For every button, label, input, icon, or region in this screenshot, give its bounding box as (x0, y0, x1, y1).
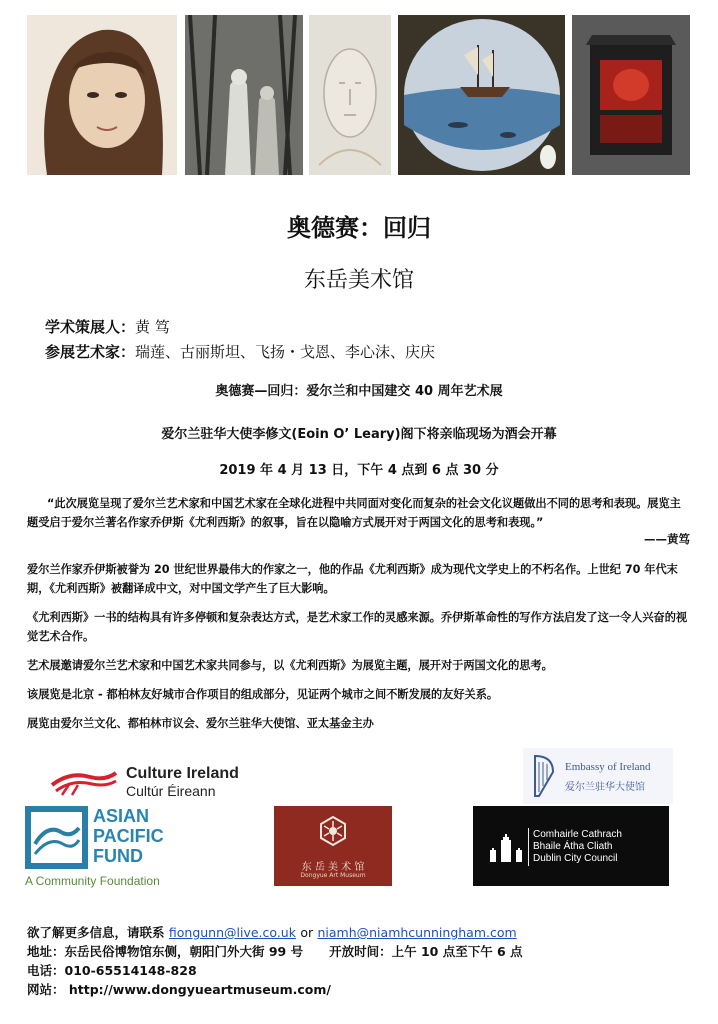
dublin-city-council-logo (473, 806, 669, 886)
paragraph-invitation: 艺术展邀请爱尔兰艺术家和中国艺术家共同参与，以《尤利西斯》为展览主题，展开对于两国文化的思考。 (27, 659, 553, 672)
contact-line (27, 923, 517, 941)
red-shrine-cabinet-image (572, 15, 690, 175)
ship-scene-porthole-image (398, 15, 565, 175)
culture-ireland-name: Culture Ireland (126, 765, 239, 782)
email-link-niamh[interactable]: niamh@niamhcunningham.com (317, 925, 517, 940)
divider (528, 828, 529, 866)
three-castles-icon (488, 834, 524, 862)
opening-hours: 开放时间：上午 10 点至下午 6 点 (329, 944, 523, 959)
apf-word-pacific: PACIFIC (93, 826, 164, 846)
council-irish-line-2: Bhaile Átha Cliath (533, 841, 613, 852)
figures-in-forest-image (185, 15, 303, 175)
venue-title: 东岳美术馆 (303, 268, 414, 293)
portrait-drawing-image (27, 15, 177, 175)
culture-ireland-logo (50, 763, 270, 801)
curator-name: 黄 笃 (135, 318, 170, 336)
paragraph-joyce: 爱尔兰作家乔伊斯被誉为 20 世纪世界最伟大的作家之一，他的作品《尤利西斯》成为现代文学史上的不朽名作。上世纪 70 年代末期，《尤利西斯》被翻译成中文，对中国文学产生了巨大影响。 (27, 563, 678, 595)
dongyue-art-museum-logo (274, 806, 392, 886)
museum-english-name: Dongyue Art Museum (300, 872, 366, 879)
paragraph-sister-city: 该展览是北京 - 都柏林友好城市合作项目的组成部分，见证两个城市之间不断发展的友好关系。 (27, 688, 499, 701)
culture-ireland-irish-name: Cultúr Éireann (126, 783, 216, 799)
museum-emblem-icon (318, 816, 348, 846)
wave-icon (25, 806, 88, 869)
embassy-chinese-name: 爱尔兰驻华大使馆 (565, 782, 645, 793)
asian-pacific-fund-logo (25, 806, 185, 890)
embassy-of-ireland-logo (523, 748, 673, 804)
quote-author: ——黄笃 (644, 532, 690, 546)
paragraph-organizers: 展览由爱尔兰文化、都柏林市议会、爱尔兰驻华大使馆、亚太基金主办 (27, 717, 374, 730)
event-datetime: 2019 年 4 月 13 日，下午 4 点到 6 点 30 分 (219, 463, 499, 478)
paragraph-ulysses: 《尤利西斯》一书的结构具有许多停顿和复杂表达方式，是艺术家工作的灵感来源。乔伊斯革命性的写作方法启发了这一令人兴奋的视觉艺术合作。 (27, 611, 688, 643)
exhibition-subtitle: 奥德赛—回归：爱尔兰和中国建交 40 周年艺术展 (215, 384, 503, 399)
address-text: 地址：东岳民俗博物馆东侧，朝阳门外大街 99 号 (27, 944, 304, 959)
email-link-fiongunn[interactable]: fiongunn@live.co.uk (168, 925, 296, 940)
website-line[interactable]: 网站： http://www.dongyueartmuseum.com/ (27, 982, 331, 997)
or-text: or (300, 925, 314, 940)
culture-ireland-swoosh-icon (50, 767, 118, 797)
ambassador-notice: 爱尔兰驻华大使李修文(Eoin O’ Leary)阁下将亲临现场为酒会开幕 (161, 427, 557, 442)
contact-label: 欲了解更多信息，请联系 (27, 925, 165, 940)
address-line (27, 942, 523, 960)
faint-face-portrait-image (309, 15, 391, 175)
artists-line (45, 341, 435, 362)
phone-line: 电话：010-65514148-828 (27, 963, 197, 978)
apf-word-asian: ASIAN (93, 806, 150, 826)
council-irish-line-1: Comhairle Cathrach (533, 829, 622, 840)
apf-tagline: A Community Foundation (25, 874, 160, 888)
exhibition-title: 奥德赛：回归 (287, 214, 431, 242)
council-english-name: Dublin City Council (533, 853, 618, 864)
curator-line (45, 316, 170, 337)
harp-icon (529, 752, 557, 800)
apf-word-fund: FUND (93, 846, 143, 866)
curator-label: 学术策展人： (45, 318, 136, 336)
artists-label: 参展艺术家： (45, 343, 136, 361)
museum-chinese-name: 东 岳 美 术 馆 (301, 862, 365, 873)
embassy-name: Embassy of Ireland (565, 761, 651, 773)
curator-quote: “此次展览呈现了爱尔兰艺术家和中国艺术家在全球化进程中共同面对变化而复杂的社会文化议题做出不同的思考和表现。展览主题受启于爱尔兰著名作家乔伊斯《尤利西斯》的叙事，旨在以隐喻方式展开对于两国文化的思考和表现。” (27, 497, 681, 529)
artists-names: 瑞莲、古丽斯坦、飞扬・戈恩、李心沫、庆庆 (135, 343, 436, 361)
